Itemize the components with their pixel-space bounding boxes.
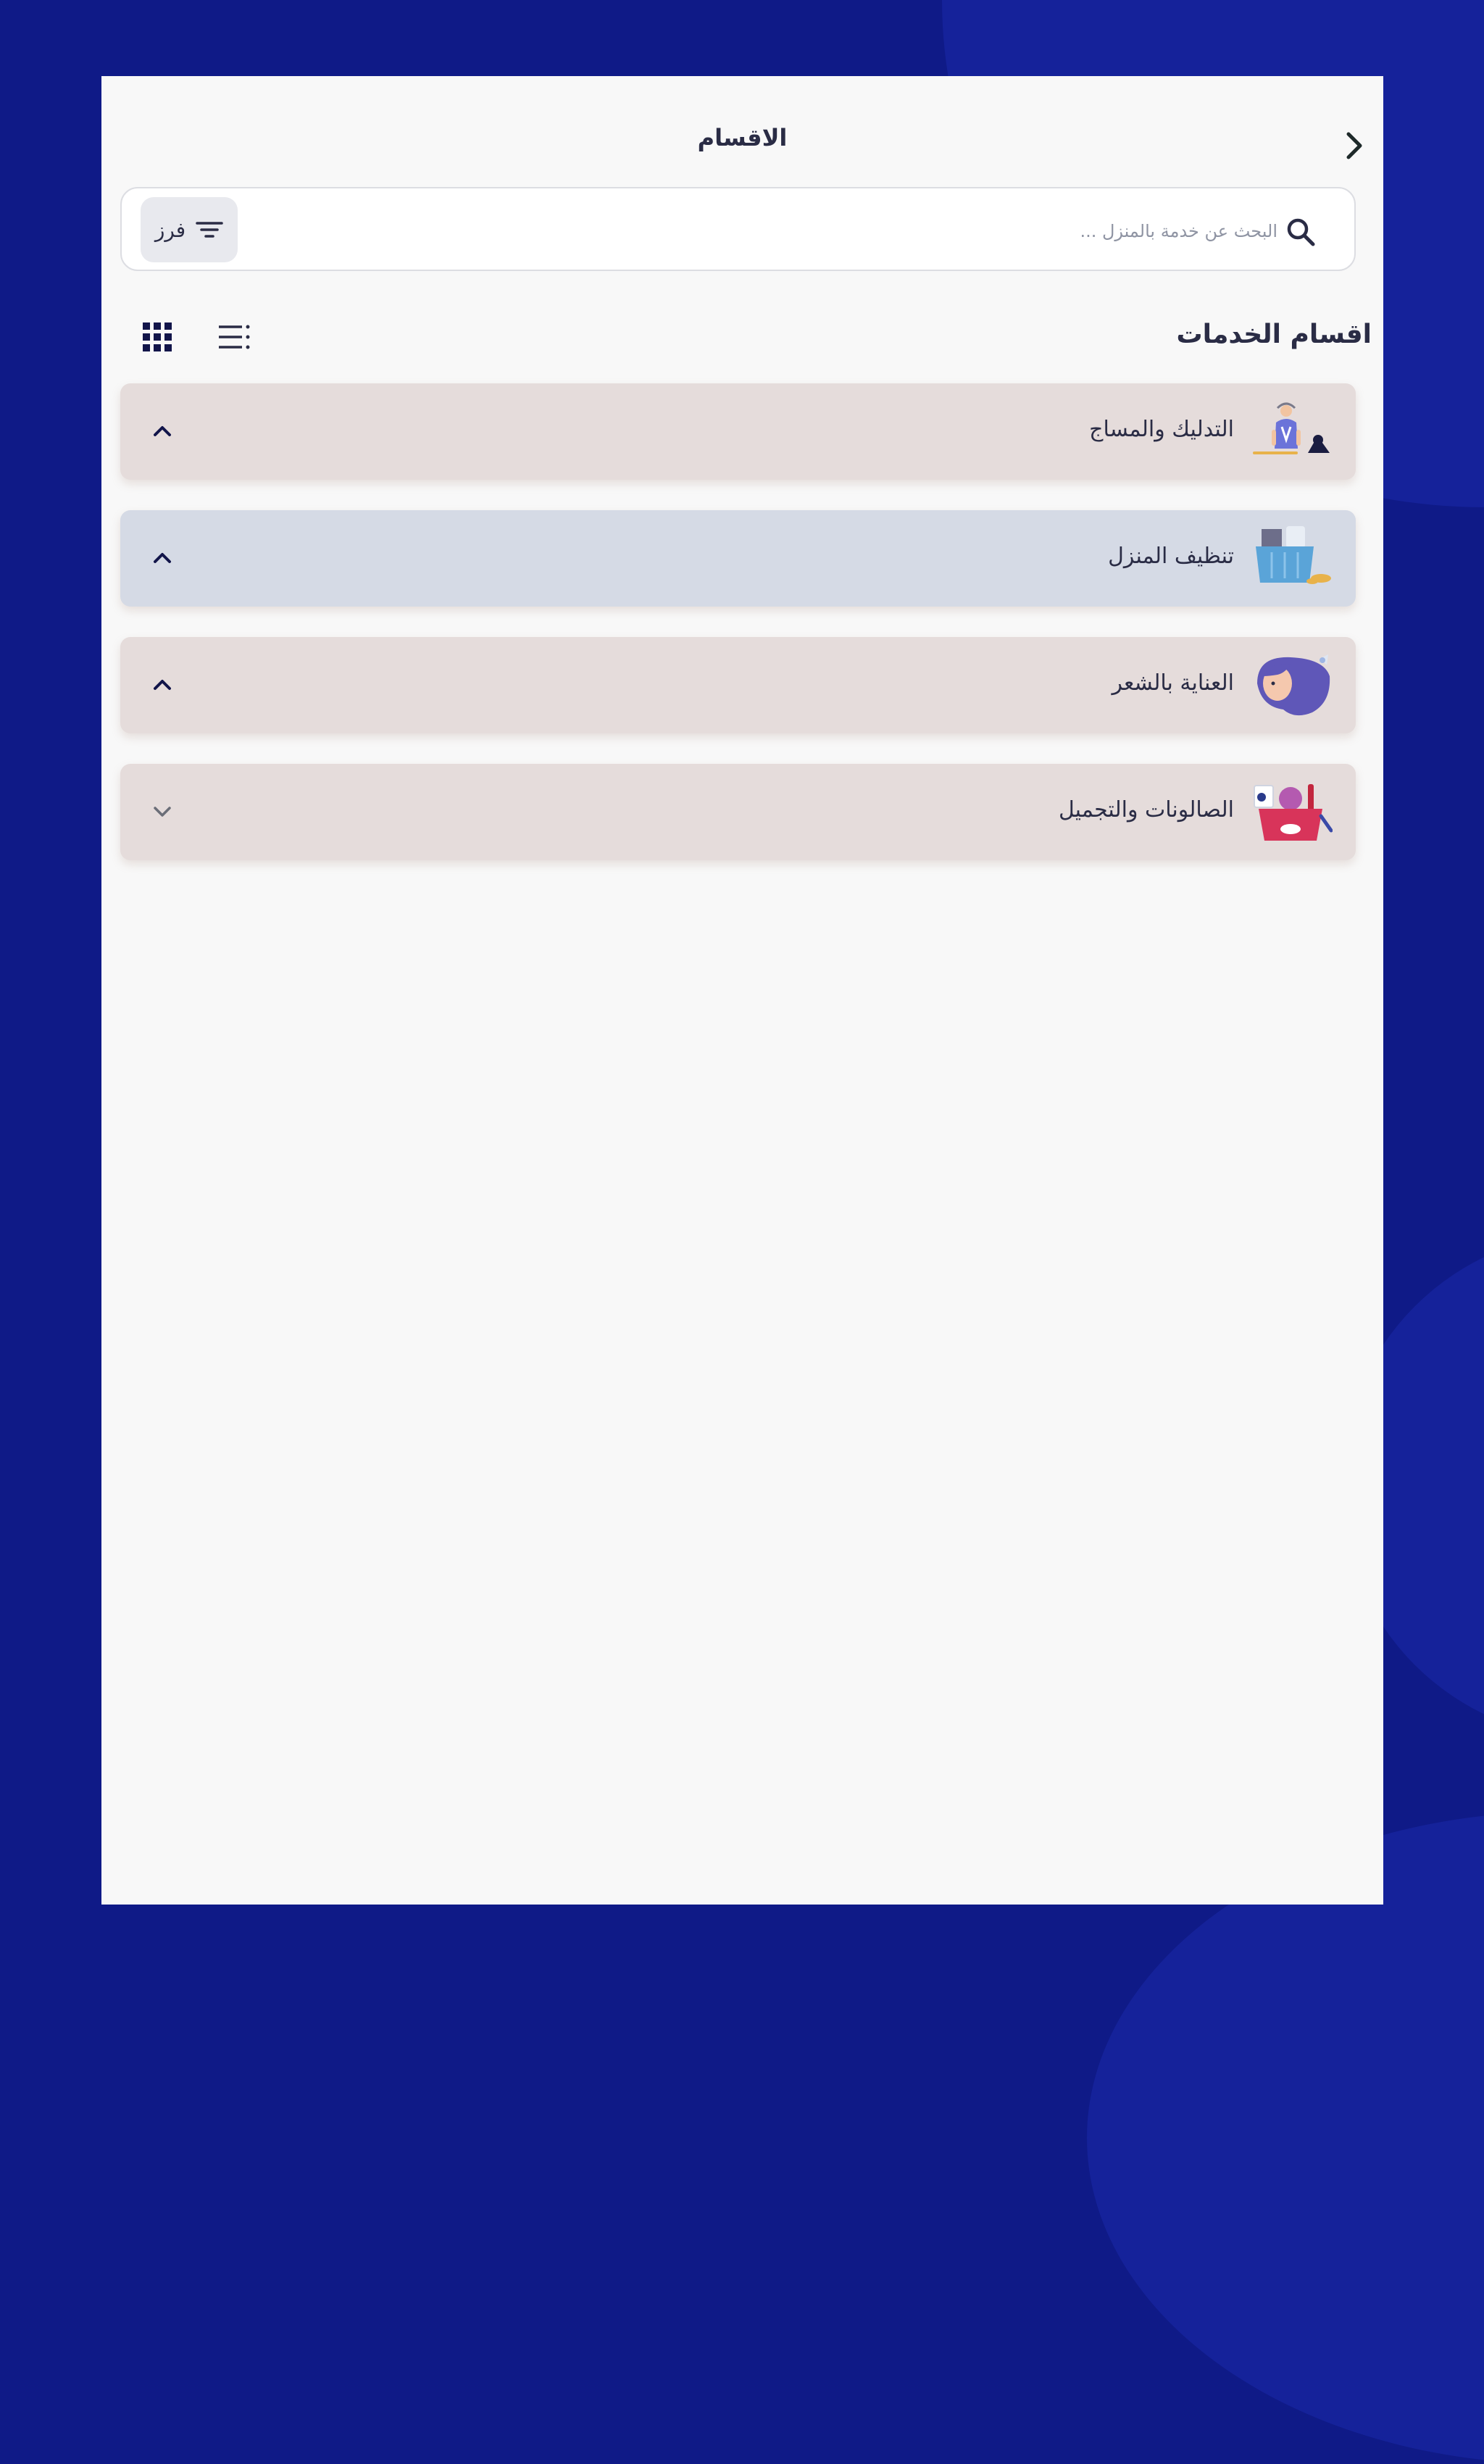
search-bar (120, 187, 1356, 271)
list-view-icon (217, 322, 251, 351)
salon-beauty-icon (1251, 778, 1333, 846)
grid-view-button[interactable] (141, 321, 173, 353)
chevron-up-icon[interactable] (151, 546, 174, 570)
search-input[interactable] (407, 210, 1279, 252)
home-cleaning-icon (1251, 525, 1333, 593)
section-title: اقسام الخدمات (1176, 320, 1372, 349)
category-massage[interactable] (120, 383, 1356, 480)
back-button[interactable] (1340, 122, 1369, 166)
category-label: الصالونات والتجميل (1058, 797, 1234, 823)
app-screen (101, 76, 1383, 1905)
grid-view-icon (141, 321, 173, 353)
category-home-cleaning[interactable] (120, 510, 1356, 607)
category-label: العناية بالشعر (1112, 670, 1234, 696)
chevron-up-icon[interactable] (151, 420, 174, 443)
category-label: تنظيف المنزل (1108, 544, 1234, 569)
page-title: الاقسام (697, 124, 788, 151)
category-label: التدليك والمساج (1089, 417, 1234, 442)
sort-label: فرز (154, 217, 186, 242)
category-salon-beauty[interactable] (120, 764, 1356, 860)
chevron-right-icon (1340, 122, 1369, 166)
search-icon[interactable] (1285, 216, 1317, 248)
chevron-down-icon[interactable] (151, 800, 174, 823)
top-bar (101, 76, 1383, 163)
filter-icon (196, 219, 223, 241)
category-hair-care[interactable] (120, 637, 1356, 733)
sort-button[interactable] (141, 197, 238, 262)
hair-care-icon (1251, 652, 1333, 720)
chevron-up-icon[interactable] (151, 673, 174, 696)
massage-icon (1251, 398, 1333, 466)
background-shape (1087, 1812, 1484, 2464)
list-view-button[interactable] (217, 322, 251, 351)
